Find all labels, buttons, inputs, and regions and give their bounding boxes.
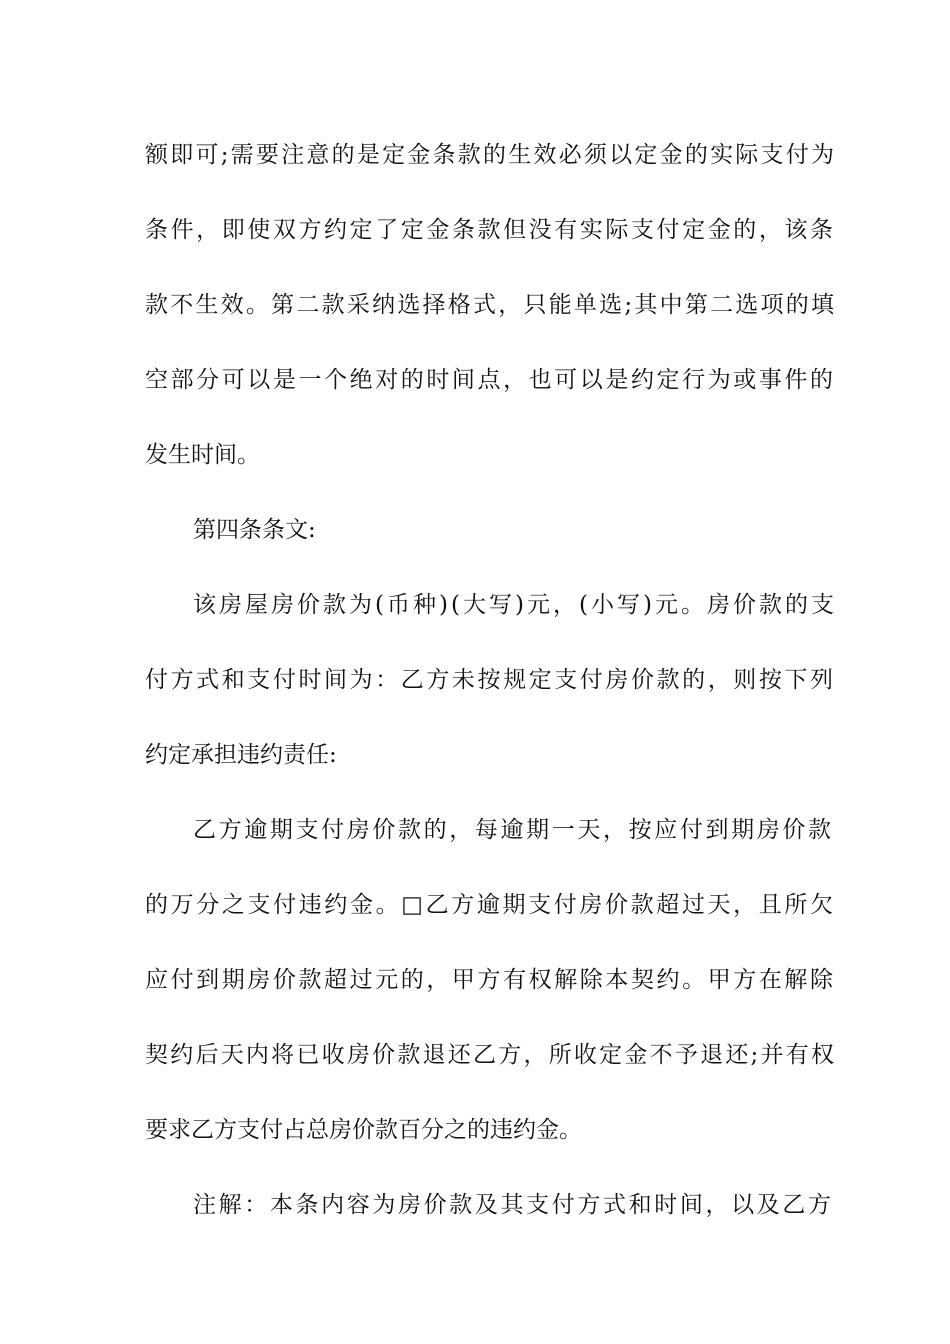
text-line: 应付到期房价款超过元的，甲方有权解除本契约。甲方在解除: [145, 967, 836, 993]
document-body: [145, 130, 838, 1255]
text-line: 第四条条文:: [193, 517, 316, 543]
text-line: 发生时间。: [145, 442, 260, 468]
text-line: 空部分可以是一个绝对的时间点，也可以是约定行为或事件的: [145, 367, 836, 393]
text-line: 该房屋房价款为(币种)(大写)元，(小写)元。房价款的支: [193, 592, 838, 618]
text-line: 额即可;需要注意的是定金条款的生效必须以定金的实际支付为: [145, 142, 837, 168]
text-line: 的万分之支付违约金。□乙方逾期支付房价款超过天，且所欠: [145, 892, 836, 918]
text-line: 乙方逾期支付房价款的，每逾期一天，按应付到期房价款: [193, 817, 834, 843]
text-line: 约定承担违约责任:: [145, 742, 337, 768]
text-line: 契约后天内将已收房价款退还乙方，所收定金不予退还;并有权: [145, 1042, 837, 1068]
text-line: 付方式和支付时间为：乙方未按规定支付房价款的，则按下列: [145, 667, 836, 693]
text-line: 要求乙方支付占总房价款百分之的违约金。: [145, 1117, 582, 1143]
text-line: 注解：本条内容为房价款及其支付方式和时间，以及乙方: [193, 1192, 834, 1218]
text-line: 条件，即使双方约定了定金条款但没有实际支付定金的，该条: [145, 217, 836, 243]
text-line: 款不生效。第二款采纳选择格式，只能单选;其中第二选项的填: [145, 292, 837, 318]
